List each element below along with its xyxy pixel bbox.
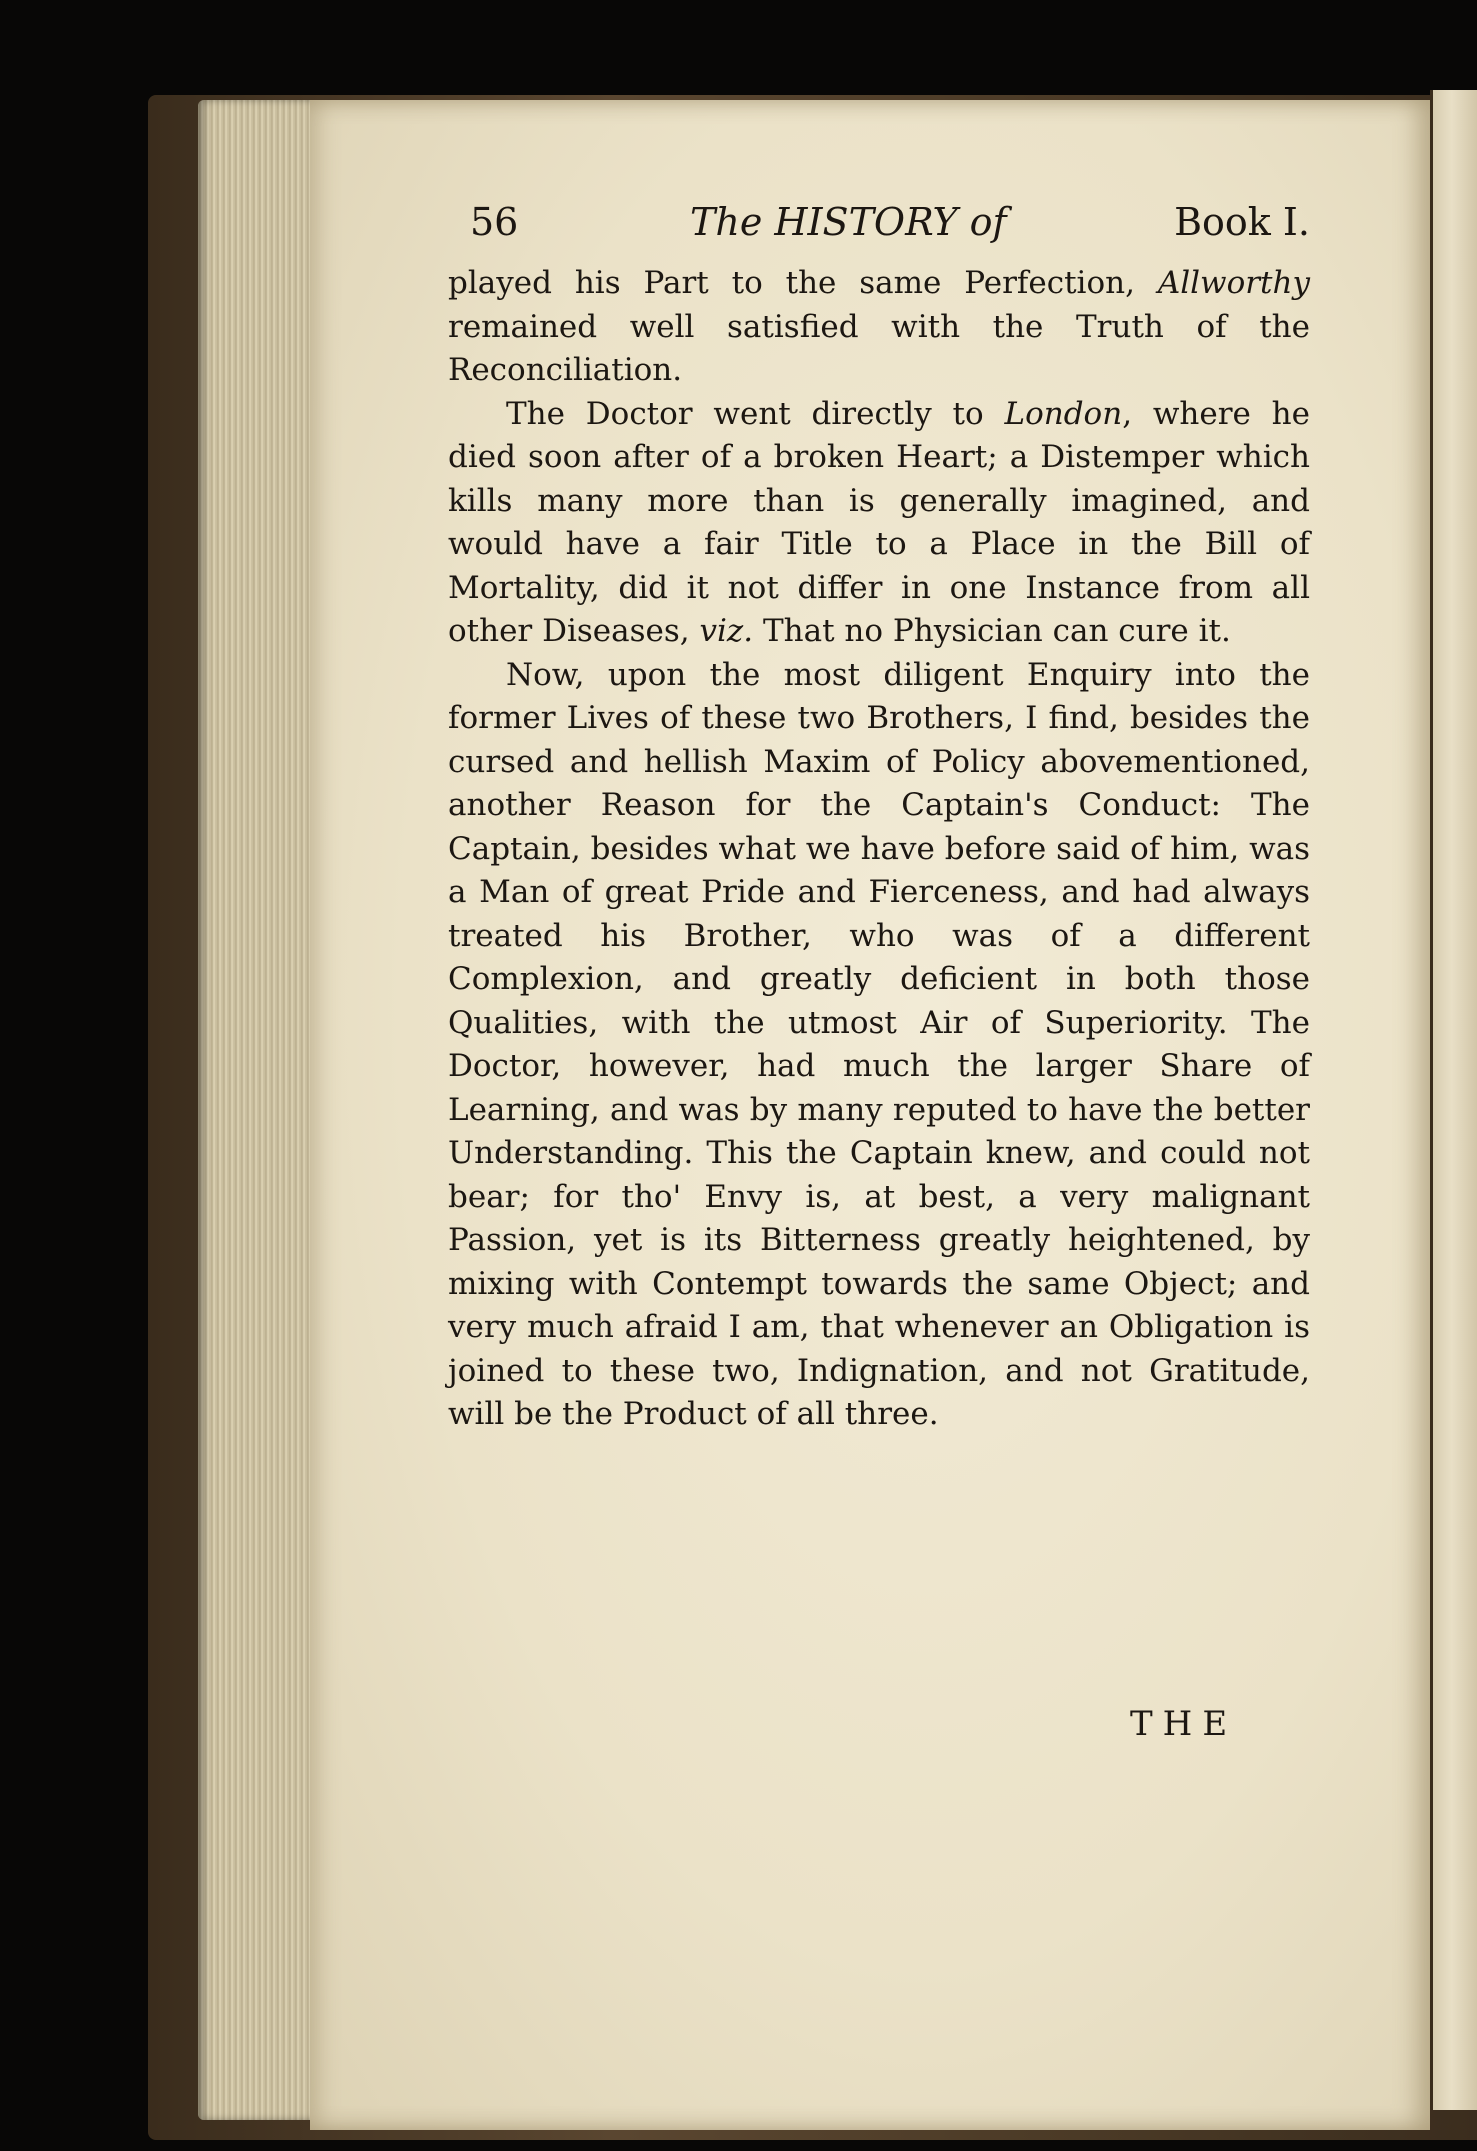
paragraph-3: Now, upon the most diligent Enquiry into the former Lives of these two Brothers, I find, besides the cursed and hellish Maxim of Policy abovementioned, another Reason for the Captain's Conduct: The Captain, besides what we have before said of him, was a Man of great Pride and Fierceness, and had always treated his Brother, who was of a different Complexion, and greatly deficient in both those Qualities, with the utmost Air of Superiority. The Doctor, however, had much the larger Share of Learning, and was by many reputed to have the better Understanding. This the Captain knew, and could not bear; for tho' Envy is, at best, a very malignant Passion, yet is its Bitterness greatly heightened, by mixing with Contempt towards the same Object; and very much afraid I am, that whenever an Obligation is joined to these two, Indignation, and not Gratitude, will be the Product of all three. [448, 656, 1310, 1432]
italic-viz: viz. [699, 613, 754, 649]
paragraph-1: played his Part to the same Perfection, Allworthy remained well satisfied with the Truth of the Reconciliation. [448, 265, 1310, 388]
italic-name: Allworthy [1157, 265, 1310, 301]
running-header [470, 200, 1310, 256]
facing-page [1430, 90, 1477, 2110]
page-number: 56 [470, 200, 519, 244]
book-label: Book I. [1174, 200, 1310, 244]
body-text [448, 262, 1310, 1437]
italic-place: London [1004, 395, 1123, 432]
running-title: The HISTORY of [690, 200, 1007, 244]
paragraph-2: The Doctor went directly to London, where he died soon after of a broken Heart; a Distemper which kills many more than is generally imagined, and would have a fair Title to a Place in the Bill of Mortality, did it not differ in one Instance from all other Diseases, viz. That no Physician can cure it. [448, 395, 1310, 649]
page-edges [198, 100, 328, 2120]
catchword: THE [1130, 1704, 1238, 1744]
